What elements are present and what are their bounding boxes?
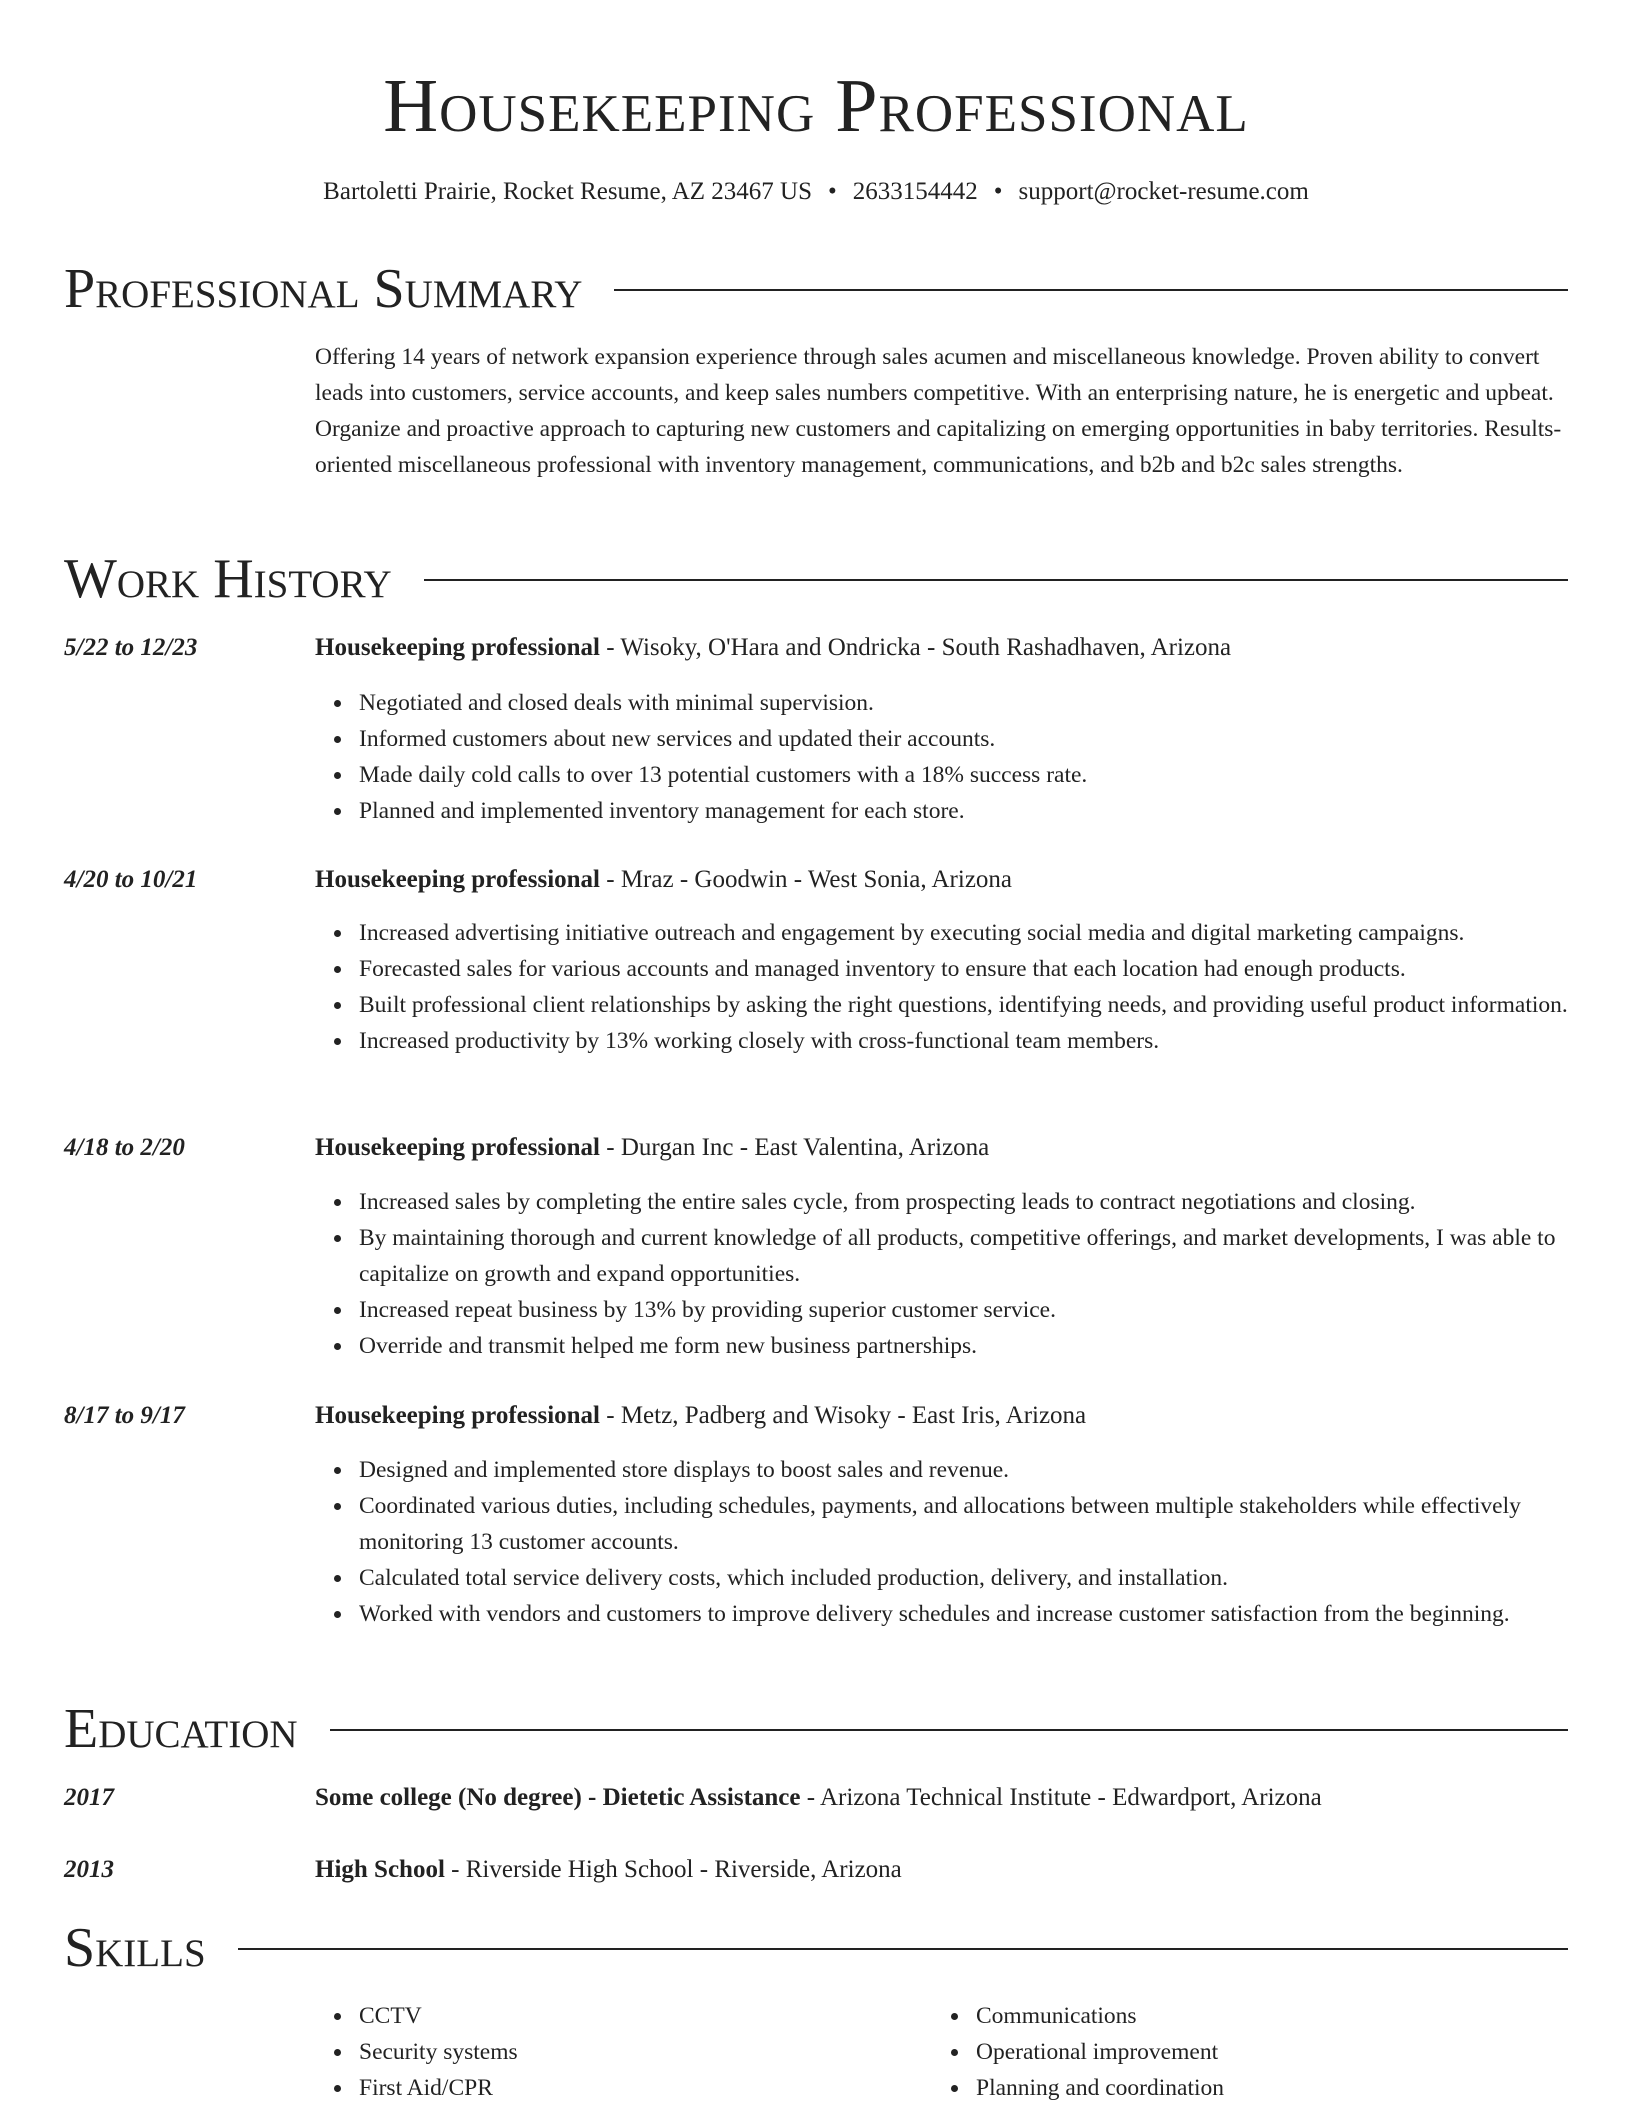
work-heading: Work History	[64, 548, 392, 610]
education-year: 2017	[64, 1784, 114, 1811]
job-title: Housekeeping professional	[315, 1402, 600, 1429]
job-bullet: Negotiated and closed deals with minimal supervision.	[359, 685, 1616, 721]
education-year: 2013	[64, 1856, 114, 1883]
education-details: - Riverside High School - Riverside, Arizona	[444, 1856, 902, 1883]
job-bullet: Increased productivity by 13% working closely with cross-functional team members.	[359, 1023, 1616, 1059]
education-heading: Education	[64, 1698, 298, 1760]
job-bullet: Calculated total service delivery costs, which included production, delivery, and installation.	[359, 1560, 1616, 1596]
skills-heading: Skills	[64, 1917, 206, 1979]
job-bullet: Override and transmit helped me form new business partnerships.	[359, 1328, 1616, 1364]
summary-section-header	[64, 253, 1568, 325]
education-degree: High School	[315, 1856, 445, 1883]
skill-item: CCTV	[359, 1998, 919, 2034]
job-bullet: Worked with vendors and customers to improve delivery schedules and increase customer satisfaction from the beginning.	[359, 1596, 1616, 1632]
education-header	[315, 1852, 902, 1888]
education-section-header	[64, 1693, 1568, 1765]
contact-separator: •	[828, 178, 837, 205]
contact-address: Bartoletti Prairie, Rocket Resume, AZ 23467 US	[323, 178, 812, 205]
skills-list-left	[315, 1998, 919, 2106]
skill-item: First Aid/CPR	[359, 2070, 919, 2106]
section-divider	[238, 1948, 1568, 1950]
contact-email: support@rocket-resume.com	[1018, 178, 1309, 205]
contact-line	[0, 174, 1632, 210]
job-bullet: Designed and implemented store displays to boost sales and revenue.	[359, 1452, 1616, 1488]
job-bullet: Increased advertising initiative outreach and engagement by executing social media and digital marketing campaigns.	[359, 915, 1616, 951]
skill-item: Operational improvement	[976, 2034, 1536, 2070]
job-title: Housekeeping professional	[315, 866, 600, 893]
job-dates: 4/20 to 10/21	[64, 866, 198, 893]
job-bullet: Increased sales by completing the entire sales cycle, from prospecting leads to contract negotiations and closing.	[359, 1184, 1616, 1220]
job-details: - Metz, Padberg and Wisoky - East Iris, Arizona	[600, 1402, 1087, 1429]
job-bullet: Planned and implemented inventory management for each store.	[359, 793, 1616, 829]
job-dates: 8/17 to 9/17	[64, 1402, 185, 1429]
resume-name: Housekeeping Professional	[383, 64, 1249, 148]
job-bullet: By maintaining thorough and current knowledge of all products, competitive offerings, and market developments, I was able to capitalize on growth and expand opportunities.	[359, 1220, 1616, 1292]
job-header	[315, 1130, 989, 1166]
education-entry	[64, 1852, 1572, 1888]
contact-phone: 2633154442	[852, 178, 978, 205]
job-bullet: Forecasted sales for various accounts and managed inventory to ensure that each location had enough products.	[359, 951, 1616, 987]
job-bullets	[315, 685, 1616, 829]
work-section-header	[64, 543, 1568, 615]
education-header	[315, 1780, 1322, 1816]
job-title: Housekeeping professional	[315, 1134, 600, 1161]
job-bullets	[315, 1184, 1616, 1364]
skill-item: Planning and coordination	[976, 2070, 1536, 2106]
summary-text: Offering 14 years of network expansion experience through sales acumen and miscellaneous knowledge. Proven ability to convert leads into customers, service accounts, and keep sales numbers competitive. With an enterprising nature, he is energetic and upbeat. Organize and proactive approach to capturing new customers and capitalizing on emerging opportunities in baby territories. Results-oriented miscellaneous professional with inventory management, communications, and b2b and b2c sales strengths.	[315, 344, 1562, 478]
skill-item: Security systems	[359, 2034, 919, 2070]
section-divider	[330, 1729, 1568, 1731]
education-degree: Some college (No degree) - Dietetic Assistance	[315, 1784, 801, 1811]
skills-list-right	[932, 1998, 1536, 2106]
summary-heading: Professional Summary	[64, 258, 583, 320]
job-bullet: Built professional client relationships by asking the right questions, identifying needs, and providing useful product information.	[359, 987, 1616, 1023]
job-bullet: Informed customers about new services and updated their accounts.	[359, 721, 1616, 757]
job-details: - Durgan Inc - East Valentina, Arizona	[600, 1134, 990, 1161]
education-entry	[64, 1780, 1572, 1816]
job-dates: 4/18 to 2/20	[64, 1134, 185, 1161]
job-details: - Mraz - Goodwin - West Sonia, Arizona	[600, 866, 1013, 893]
job-bullets	[315, 1452, 1616, 1632]
job-header	[315, 862, 1012, 898]
education-details: - Arizona Technical Institute - Edwardport, Arizona	[800, 1784, 1322, 1811]
contact-separator: •	[993, 178, 1003, 205]
section-divider	[424, 579, 1568, 581]
job-bullet: Increased repeat business by 13% by providing superior customer service.	[359, 1292, 1616, 1328]
job-bullet: Coordinated various duties, including schedules, payments, and allocations between multiple stakeholders while effectively monitoring 13 customer accounts.	[359, 1488, 1616, 1560]
job-header	[315, 1398, 1086, 1434]
job-bullet: Made daily cold calls to over 13 potential customers with a 18% success rate.	[359, 757, 1616, 793]
skill-item: Communications	[976, 1998, 1536, 2034]
job-header	[315, 630, 1231, 666]
skills-section-header	[64, 1912, 1568, 1984]
job-title: Housekeeping professional	[315, 634, 600, 661]
section-divider	[614, 289, 1568, 291]
job-dates: 5/22 to 12/23	[64, 634, 198, 661]
job-bullets	[315, 915, 1616, 1059]
job-details: - Wisoky, O'Hara and Ondricka - South Rashadhaven, Arizona	[600, 634, 1232, 661]
